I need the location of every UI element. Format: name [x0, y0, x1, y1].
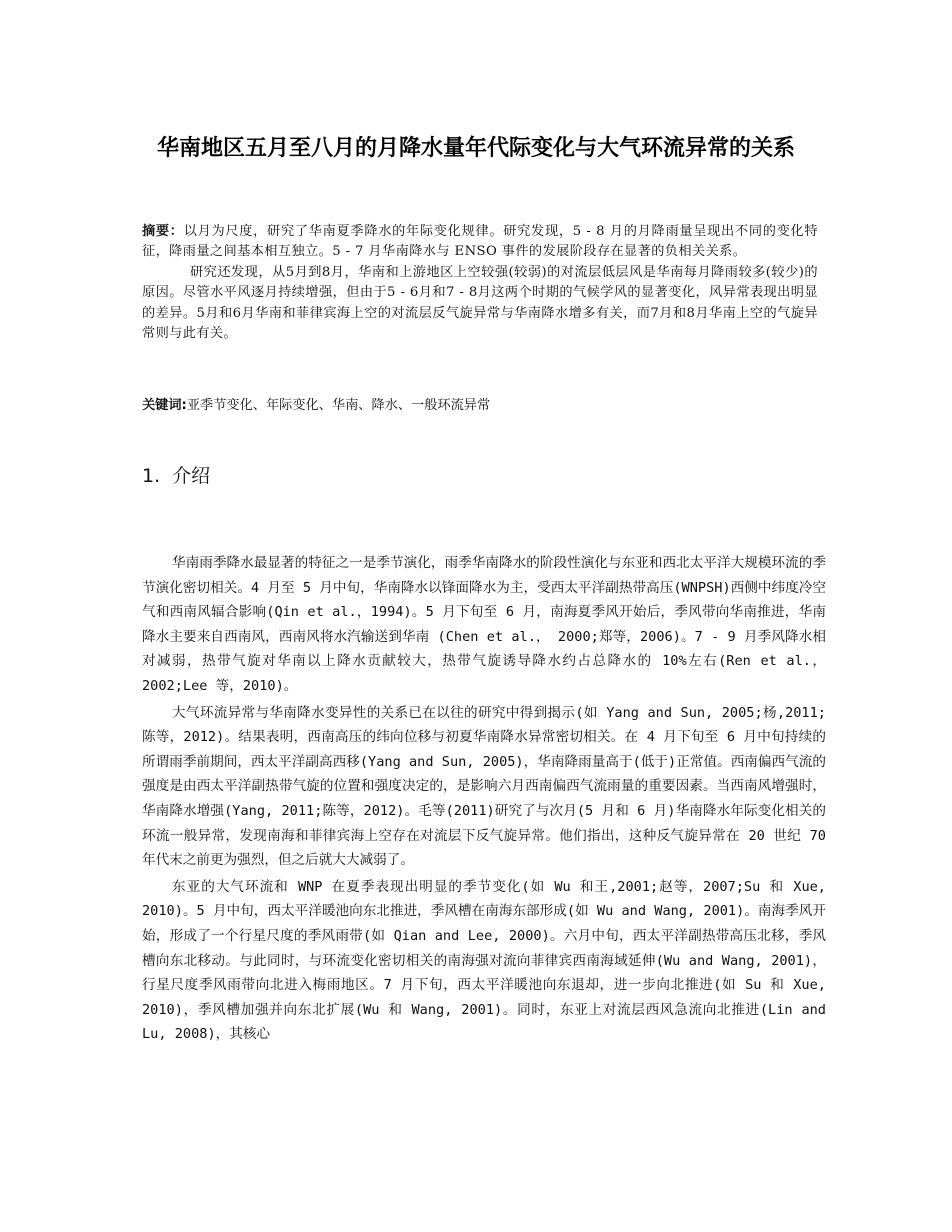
keywords-label: 关键词: — [142, 398, 187, 413]
abstract-label: 摘要： — [142, 224, 184, 239]
body-paragraph-2: 大气环流异常与华南降水变异性的关系已在以往的研究中得到揭示(如 Yang and Sun, 2005;杨,2011;陈等，2012)。结果表明，西南高压的纬向位移与初夏华南降水异常密切相关。在 4 月下旬至 6 月中旬持续的所谓雨季前期间，西太平洋副高西移(Yang and Sun, 2005)，华南降雨量高于(低于)正常值。西南偏西气流的强度是由西太平洋副热带气旋的位置和强度决定的，是影响六月西南偏西气流雨量的重要因素。当西南风增强时，华南降水增强(Yang, 2011;陈等，2012)。毛等(2011)研究了与次月(5 月和 6 月)华南降水年际变化相关的环流一般异常，发现南海和菲律宾海上空存在对流层下反气旋异常。他们指出，这种反气旋异常在 20 世纪 70 年代末之前更为强烈，但之后就大大减弱了。 — [142, 704, 826, 869]
section-heading — [142, 462, 210, 490]
paper-title: 华南地区五月至八月的月降水量年代际变化与大气环流异常的关系 — [156, 136, 795, 161]
keywords-text: 亚季节变化、年际变化、华南、降水、一般环流异常 — [186, 398, 491, 413]
abstract — [142, 222, 818, 344]
body-paragraph-3: 东亚的大气环流和 WNP 在夏季表现出明显的季节变化(如 Wu 和王,2001;赵等，2007;Su 和 Xue, 2010)。5 月中旬，西太平洋暖池向东北推进，季风槽在南海东部形成(如 Wu and Wang, 2001)。南海季风开始，形成了一个行星尺度的季风雨带(如 Qian and Lee, 2000)。六月中旬，西太平洋副热带高压北移，季风槽向东北移动。与此同时，与环流变化密切相关的南海强对流向菲律宾西南海域延伸(Wu and Wang, 2001)，行星尺度季风雨带向北进入梅雨地区。7 月下旬，西太平洋暖池向东退却，进一步向北推进(如 Su 和 Xue, 2010)，季风槽加强并向东北扩展(Wu 和 Wang, 2001)。同时，东亚上对流层西风急流向北推进(Lin and Lu, 2008)，其核心 — [142, 878, 826, 1043]
abstract-paragraph-1 — [142, 222, 818, 263]
abstract-paragraph-2: 研究还发现，从5月到8月，华南和上游地区上空较强(较弱)的对流层低层风是华南每月降雨较多(较少)的原因。尽管水平风逐月持续增强，但由于5 - 6月和7 - 8月这两个时期的气候学风的显著变化，风异常表现出明显的差异。5月和6月华南和菲律宾海上空的对流层反气旋异常与华南降水增多有关，而7月和8月华南上空的气旋异常则与此有关。 — [142, 264, 818, 342]
section-title: 介绍 — [172, 465, 211, 487]
body-paragraph-1: 华南雨季降水最显著的特征之一是季节演化，雨季华南降水的阶段性演化与东亚和西北太平洋大规模环流的季节演化密切相关。4 月至 5 月中旬，华南降水以锋面降水为主，受西太平洋副热带高压(WNPSH)西侧中纬度冷空气和西南风辐合影响(Qin et al.，1994)。5 月下旬至 6 月，南海夏季风开始后，季风带向华南推进，华南降水主要来自西南风，西南风将水汽输送到华南 (Chen et al.， 2000;郑等，2006)。7 - 9 月季风降水相对减弱，热带气旋对华南以上降水贡献较大，热带气旋诱导降水约占总降水的 10%左右(Ren et al.，2002;Lee 等，2010)。 — [142, 555, 826, 694]
abstract-text-1: 以月为尺度，研究了华南夏季降水的年际变化规律。研究发现，5 - 8 月的月降雨量呈现出不同的变化特征，降雨量之间基本相互独立。5 - 7 月华南降水与 ENSO 事件的发展阶段存在显著的负相关关系。 — [142, 224, 818, 260]
section-number: 1. — [142, 465, 161, 487]
keywords — [142, 396, 818, 416]
body-text — [142, 551, 826, 1047]
